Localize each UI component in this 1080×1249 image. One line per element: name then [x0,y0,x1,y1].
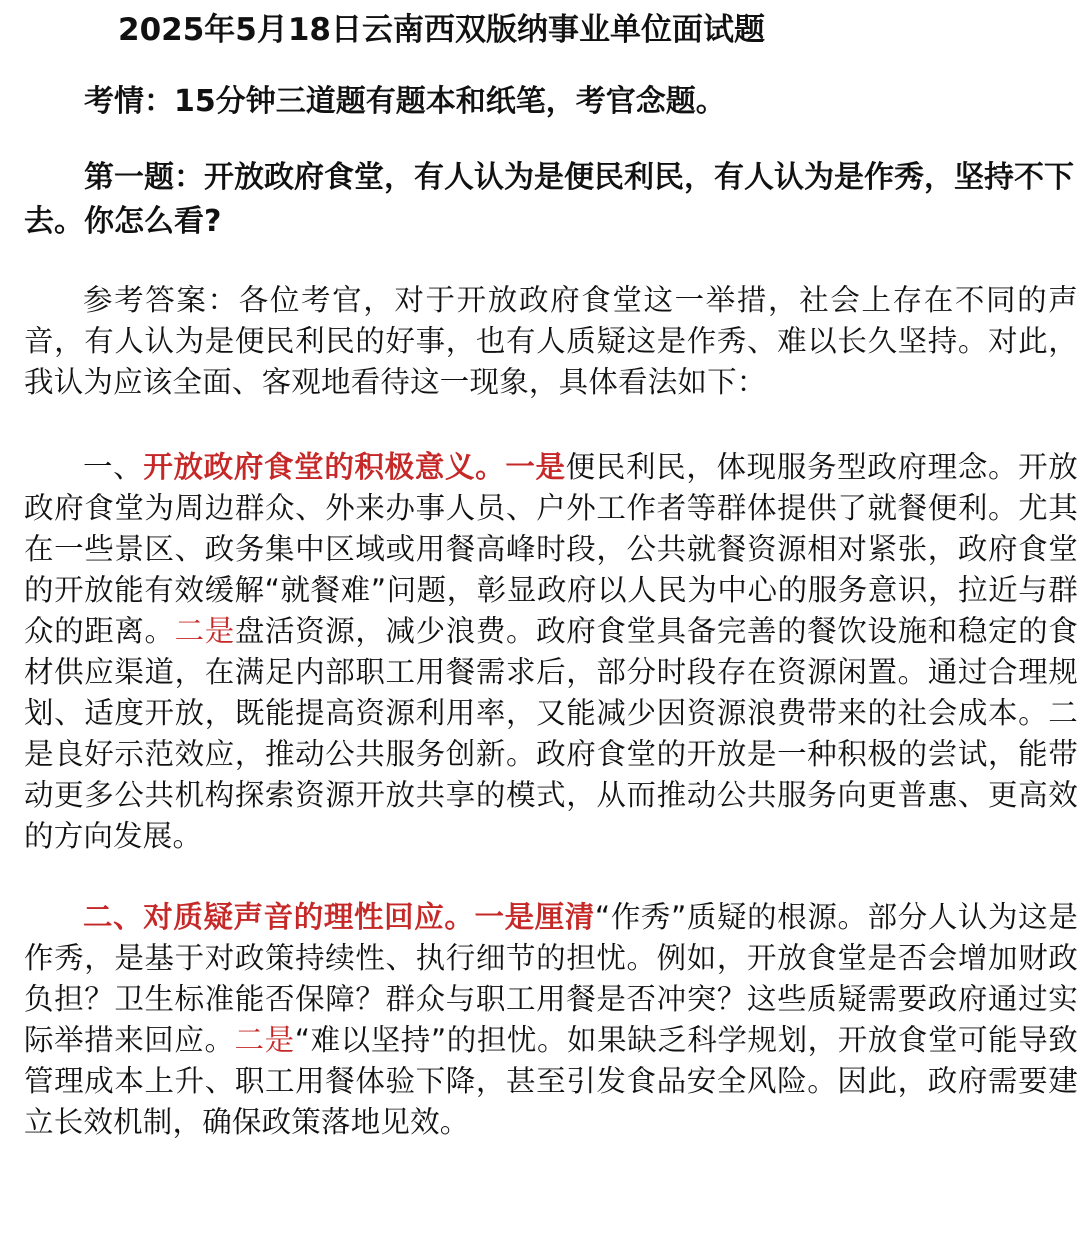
section-one-point1-text: 便民利民，体现服务型政府理念。开放政府食堂为周边群众、外来办事人员、户外工作者等群体提供了就餐便利。尤其在一些景区、政务集中区域或用餐高峰时段，公共就餐资源相对紧张，政府食堂的开放能有效缓解“就餐难”问题，彰显政府以人民为中心的服务意识，拉近与群众的距离。 [24,450,1079,648]
section-two-heading: 二、对质疑声音的理性回应。 [83,900,475,934]
section-two-point2-text: “难以坚持”的担忧。如果缺乏科学规划，开放食堂可能导致管理成本上升、职工用餐体验下降，甚至引发食品安全风险。因此，政府需要建立长效机制，确保政策落地见效。 [24,1023,1078,1139]
section-two-point2-lead: 二是 [234,1023,295,1057]
section-one [24,447,1078,857]
question-text: 第一题：开放政府食堂，有人认为是便民利民，有人认为是作秀，坚持不下去。你怎么看? [24,160,1074,239]
section-two-point1-text: “作秀”质疑的根源。部分人认为这是作秀，是基于对政策持续性、执行细节的担忧。例如，开放食堂是否会增加财政负担？卫生标准能否保障？群众与职工用餐是否冲突？这些质疑需要政府通过实际举措来回应。 [24,900,1078,1057]
section-two [24,897,1078,1143]
exam-info: 考情：15分钟三道题有题本和纸笔，考官念题。 [84,84,726,119]
section-one-point1-lead: 一是 [505,450,566,484]
section-one-number: 一、 [83,450,144,484]
section-one-point2-text: 盘活资源，减少浪费。政府食堂具备完善的餐饮设施和稳定的食材供应渠道，在满足内部职工用餐需求后，部分时段存在资源闲置。通过合理规划、适度开放，既能提高资源利用率，又能减少因资源浪费带来的社会成本。二是良好示范效应，推动公共服务创新。政府食堂的开放是一种积极的尝试，能带动更多公共机构探索资源开放共享的模式，从而推动公共服务向更普惠、更高效的方向发展。 [24,614,1078,853]
section-two-point1-lead: 一是厘清 [474,900,595,934]
answer-intro: 参考答案：各位考官，对于开放政府食堂这一举措，社会上存在不同的声音，有人认为是便民利民的好事，也有人质疑这是作秀、难以长久坚持。对此，我认为应该全面、客观地看待这一现象，具体看法如下： [24,283,1078,399]
section-one-point2-lead: 二是 [174,614,235,648]
page-title: 2025年5月18日云南西双版纳事业单位面试题 [118,12,765,48]
section-one-heading: 开放政府食堂的积极意义。 [143,450,506,484]
